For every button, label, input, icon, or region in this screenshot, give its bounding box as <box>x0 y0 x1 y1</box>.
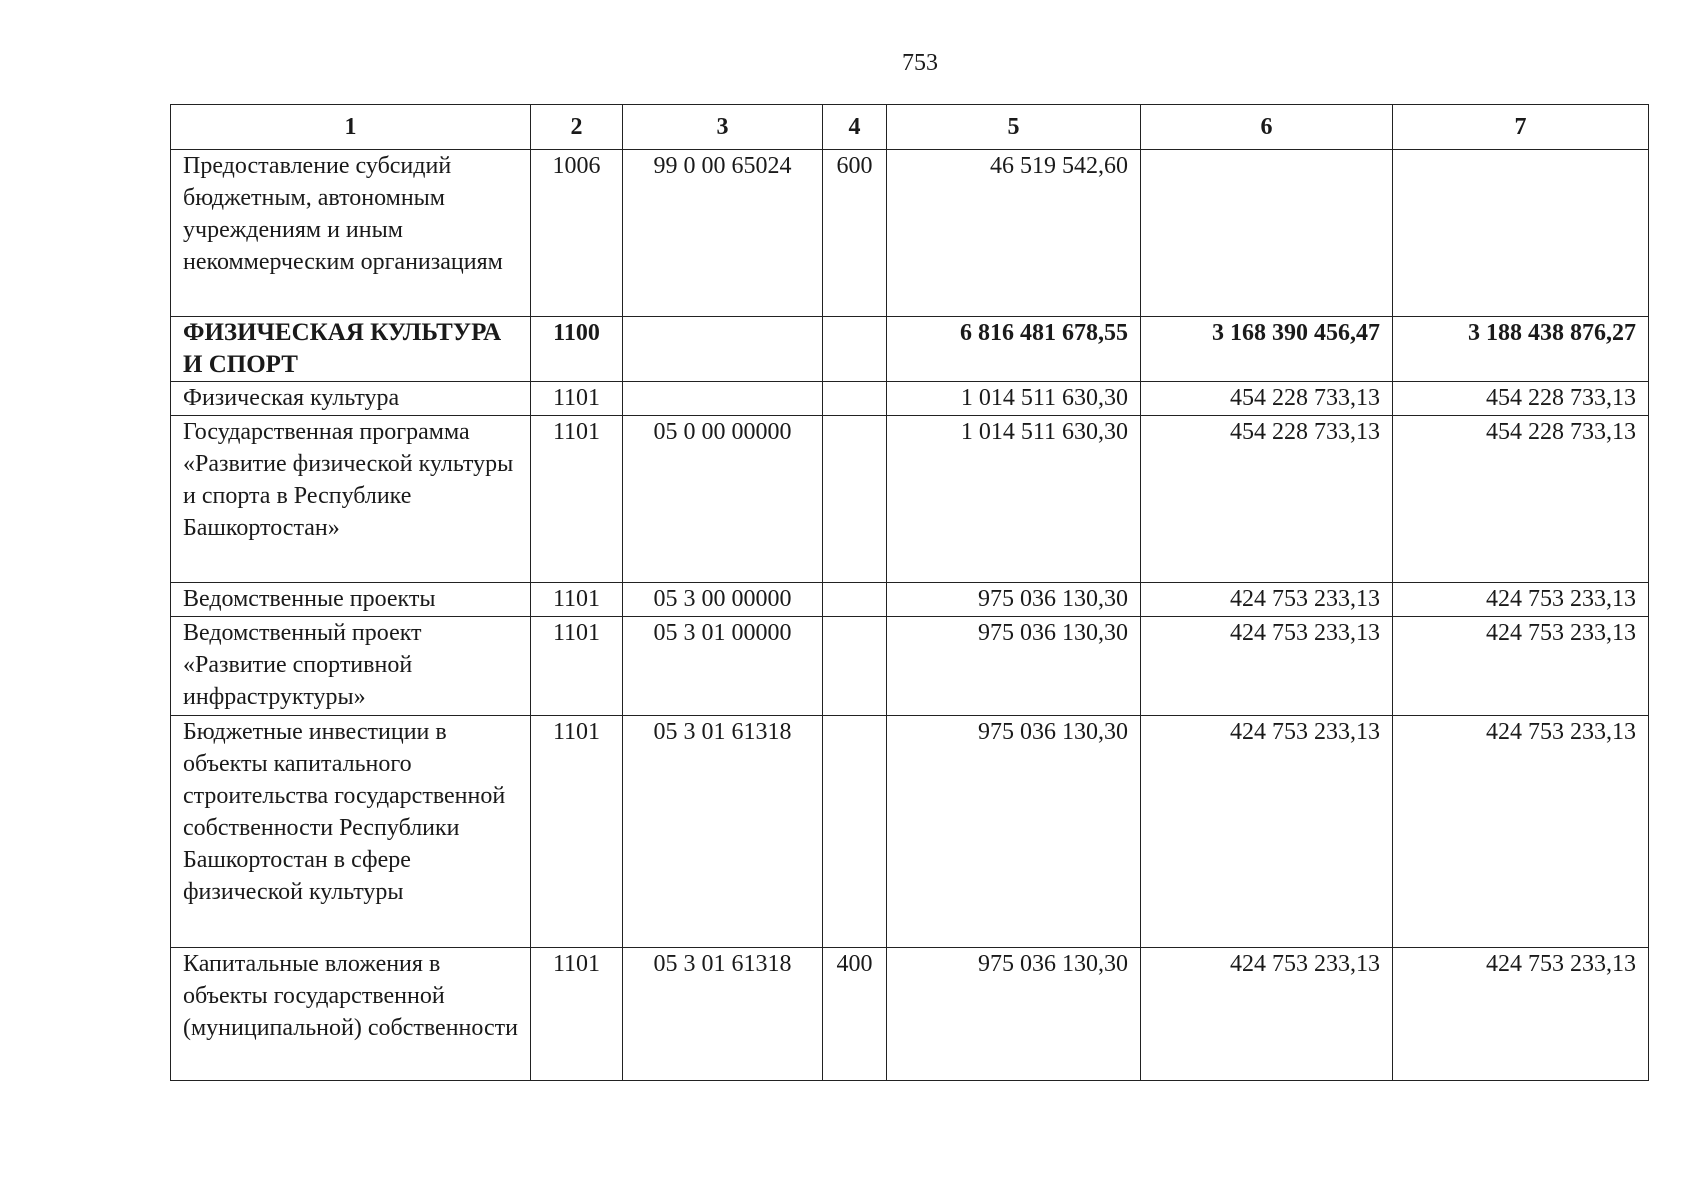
table-body <box>171 150 1649 1081</box>
header-row <box>171 105 1649 150</box>
table-row <box>171 416 1649 583</box>
row-type-code <box>823 583 887 617</box>
table-row <box>171 583 1649 617</box>
row-name: Ведомственный проект «Развитие спортивной инфраструктуры» <box>171 617 531 716</box>
row-sum-6: 454 228 733,13 <box>1141 416 1393 583</box>
row-name: Физическая культура <box>171 382 531 416</box>
row-section-code: 1101 <box>531 583 623 617</box>
column-header-2: 2 <box>531 105 623 150</box>
row-sum-5: 975 036 130,30 <box>887 583 1141 617</box>
row-type-code <box>823 617 887 716</box>
row-type-code <box>823 716 887 948</box>
row-sum-5: 1 014 511 630,30 <box>887 416 1141 583</box>
column-header-6: 6 <box>1141 105 1393 150</box>
row-sum-5: 6 816 481 678,55 <box>887 317 1141 382</box>
row-target-code: 05 3 00 00000 <box>623 583 823 617</box>
row-section-code: 1101 <box>531 716 623 948</box>
column-header-3: 3 <box>623 105 823 150</box>
row-target-code: 05 3 01 61318 <box>623 948 823 1081</box>
column-header-5: 5 <box>887 105 1141 150</box>
row-name: Государственная программа «Развитие физической культуры и спорта в Республике Башкортостан» <box>171 416 531 583</box>
row-target-code <box>623 382 823 416</box>
row-name: ФИЗИЧЕСКАЯ КУЛЬТУРА И СПОРТ <box>171 317 531 382</box>
row-section-code: 1101 <box>531 382 623 416</box>
row-target-code: 99 0 00 65024 <box>623 150 823 317</box>
row-sum-6: 424 753 233,13 <box>1141 948 1393 1081</box>
row-sum-7: 454 228 733,13 <box>1393 416 1649 583</box>
row-type-code <box>823 416 887 583</box>
row-target-code <box>623 317 823 382</box>
row-section-code: 1101 <box>531 948 623 1081</box>
row-sum-7: 454 228 733,13 <box>1393 382 1649 416</box>
row-type-code <box>823 382 887 416</box>
row-sum-5: 975 036 130,30 <box>887 716 1141 948</box>
row-name: Ведомственные проекты <box>171 583 531 617</box>
row-type-code: 600 <box>823 150 887 317</box>
row-sum-6: 424 753 233,13 <box>1141 716 1393 948</box>
row-sum-7: 3 188 438 876,27 <box>1393 317 1649 382</box>
row-sum-5: 975 036 130,30 <box>887 948 1141 1081</box>
table-row <box>171 150 1649 317</box>
row-section-code: 1100 <box>531 317 623 382</box>
row-sum-5: 975 036 130,30 <box>887 617 1141 716</box>
table-row <box>171 716 1649 948</box>
table-header <box>171 105 1649 150</box>
row-target-code: 05 0 00 00000 <box>623 416 823 583</box>
row-sum-5: 46 519 542,60 <box>887 150 1141 317</box>
row-sum-7: 424 753 233,13 <box>1393 617 1649 716</box>
row-sum-6: 424 753 233,13 <box>1141 583 1393 617</box>
row-name: Капитальные вложения в объекты государственной (муниципальной) собственности <box>171 948 531 1081</box>
row-target-code: 05 3 01 61318 <box>623 716 823 948</box>
row-target-code: 05 3 01 00000 <box>623 617 823 716</box>
row-section-code: 1101 <box>531 416 623 583</box>
section-row <box>171 317 1649 382</box>
row-sum-6: 3 168 390 456,47 <box>1141 317 1393 382</box>
table-row <box>171 617 1649 716</box>
row-sum-6 <box>1141 150 1393 317</box>
row-sum-5: 1 014 511 630,30 <box>887 382 1141 416</box>
column-header-1: 1 <box>171 105 531 150</box>
row-sum-6: 424 753 233,13 <box>1141 617 1393 716</box>
row-section-code: 1101 <box>531 617 623 716</box>
row-type-code <box>823 317 887 382</box>
row-name: Предоставление субсидий бюджетным, автономным учреждениям и иным некоммерческим организациям <box>171 150 531 317</box>
column-header-7: 7 <box>1393 105 1649 150</box>
row-name: Бюджетные инвестиции в объекты капитального строительства государственной собственности Республики Башкортостан в сфере физической культуры <box>171 716 531 948</box>
column-header-4: 4 <box>823 105 887 150</box>
row-sum-7: 424 753 233,13 <box>1393 583 1649 617</box>
row-sum-7: 424 753 233,13 <box>1393 716 1649 948</box>
table-row <box>171 382 1649 416</box>
row-sum-6: 454 228 733,13 <box>1141 382 1393 416</box>
row-type-code: 400 <box>823 948 887 1081</box>
row-section-code: 1006 <box>531 150 623 317</box>
row-sum-7: 424 753 233,13 <box>1393 948 1649 1081</box>
page-number: 753 <box>902 50 938 76</box>
table-row <box>171 948 1649 1081</box>
row-sum-7 <box>1393 150 1649 317</box>
budget-table <box>170 104 1649 1081</box>
